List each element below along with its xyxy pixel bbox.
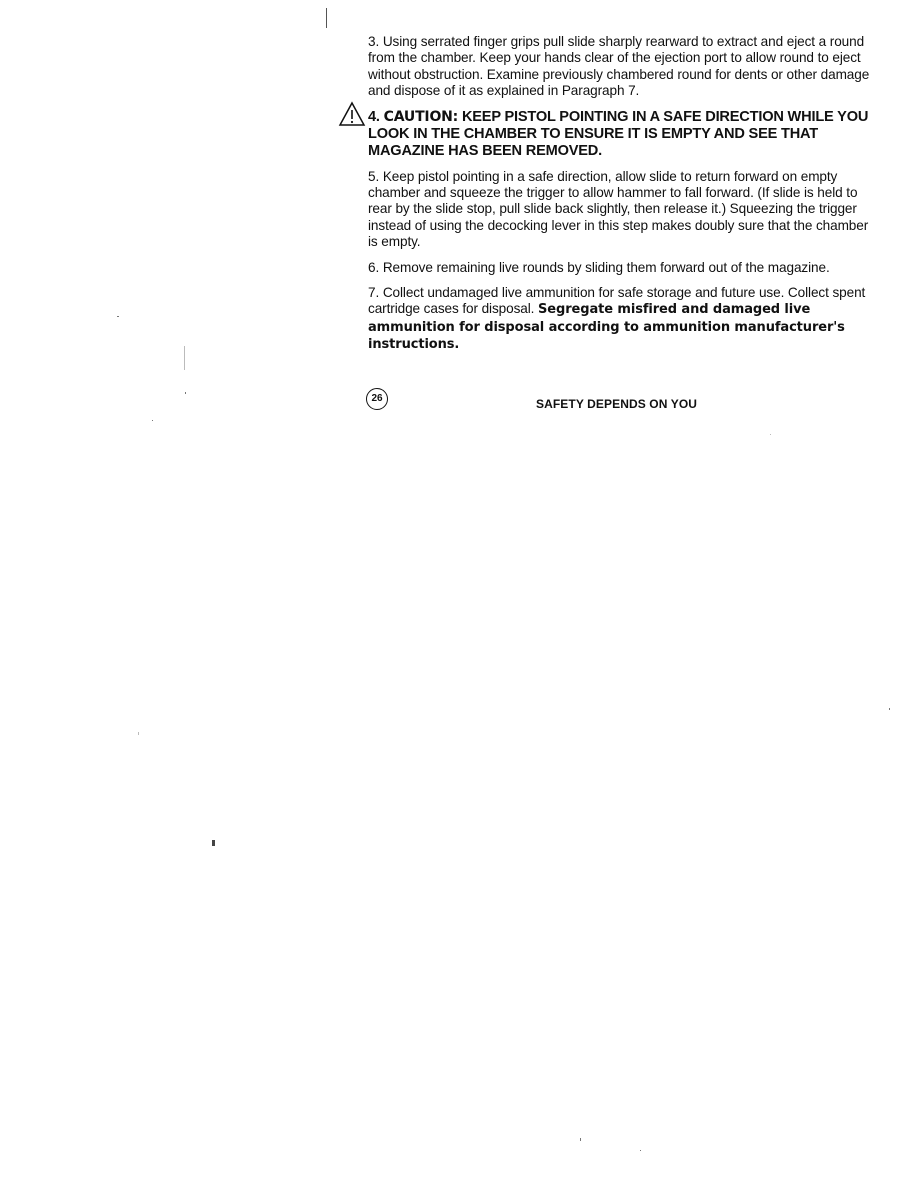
scan-artifact bbox=[212, 840, 215, 846]
step-6-paragraph: 6. Remove remaining live rounds by sliding them forward out of the magazine. bbox=[368, 259, 830, 275]
scan-artifact bbox=[152, 420, 153, 421]
scan-artifact bbox=[184, 346, 185, 370]
step-7-bold-text: Segregate misfired and damaged live ammunition for disposal according to ammunition manufacturer's instructions. bbox=[368, 302, 845, 353]
footer-slogan: SAFETY DEPENDS ON YOU bbox=[536, 397, 698, 411]
warning-triangle-icon bbox=[338, 101, 366, 127]
caution-label: CAUTION: bbox=[383, 108, 459, 125]
step-3-paragraph: 3. Using serrated finger grips pull slide sharply rearward to extract and eject a round from the chamber. Keep your hands clear of the ejection port to allow round to eject without obstruction. Examine previously chambered round for dents or other damage and dispose of it as explained in Paragraph 7. bbox=[368, 34, 870, 99]
scan-artifact bbox=[770, 434, 771, 435]
scan-artifact bbox=[889, 708, 890, 710]
caution-step-number: 4. bbox=[368, 108, 380, 125]
step-5-paragraph: 5. Keep pistol pointing in a safe direction, allow slide to return forward on empty chamber and squeeze the trigger to allow hammer to fall forward. (If slide is held to rear by the slide stop, pull slide back slightly, then release it.) Squeezing the trigger instead of using the decocking lever in this step makes doubly sure that the chamber is empty. bbox=[368, 168, 869, 250]
step-7-plain-text: 7. Collect undamaged live ammunition for safe storage and future use. Collect spent cartridge cases for disposal. bbox=[368, 285, 866, 317]
scan-artifact bbox=[640, 1150, 641, 1151]
page-number-badge: 26 bbox=[366, 388, 388, 410]
caution-text: KEEP PISTOL POINTING IN A SAFE DIRECTION WHILE YOU LOOK IN THE CHAMBER TO ENSURE IT IS EMPTY AND SEE THAT MAGAZINE HAS BEEN REMOVED. bbox=[368, 108, 869, 159]
scan-artifact bbox=[185, 392, 186, 394]
scan-artifact bbox=[580, 1138, 581, 1141]
scan-artifact bbox=[138, 732, 139, 735]
step-7-paragraph bbox=[368, 285, 880, 354]
page-footer bbox=[366, 388, 886, 414]
scan-artifact bbox=[326, 8, 327, 28]
step-4-caution bbox=[368, 109, 880, 160]
scan-artifact bbox=[117, 316, 119, 317]
instructions-column bbox=[368, 34, 880, 363]
